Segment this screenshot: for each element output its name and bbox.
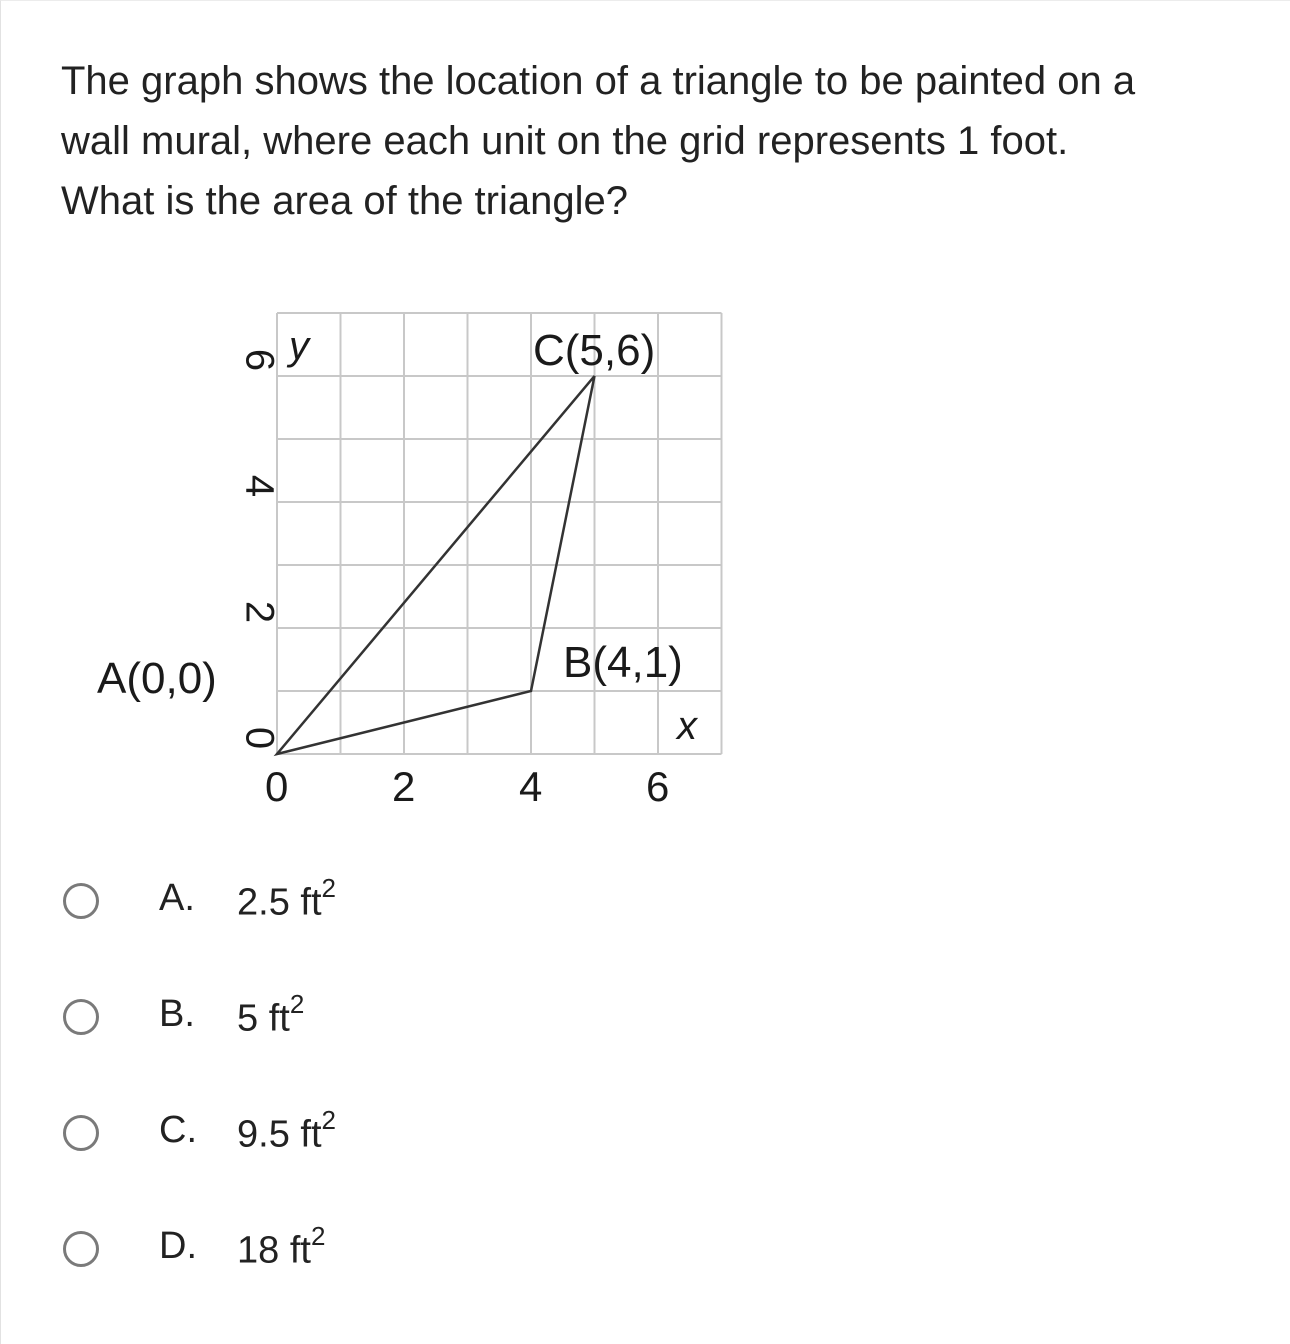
x-tick-label: 6	[646, 763, 670, 810]
option-c[interactable]	[63, 1101, 336, 1217]
y-tick-label: 2	[237, 600, 282, 624]
x-tick-label: 0	[265, 763, 289, 810]
option-letter: D.	[159, 1225, 197, 1267]
y-tick-label: 0	[237, 726, 282, 750]
answer-options	[63, 869, 336, 1333]
option-a[interactable]	[63, 869, 336, 985]
radio-icon[interactable]	[63, 883, 99, 919]
option-d[interactable]	[63, 1217, 326, 1333]
radio-icon[interactable]	[63, 1115, 99, 1151]
option-value: 9.5 $ft^2$	[237, 1105, 336, 1156]
option-value: 5 $ft^2$	[237, 989, 305, 1040]
vertex-label-a: A(0,0)	[97, 654, 217, 703]
tick-labels	[237, 349, 669, 810]
radio-icon[interactable]	[63, 999, 99, 1035]
y-axis-label: y	[289, 324, 309, 368]
x-tick-label: 4	[519, 763, 543, 810]
grid-lines	[277, 313, 722, 754]
y-tick-label: 6	[237, 348, 282, 372]
coordinate-graph	[1, 1, 1290, 861]
question-line-3: What is the area of the triangle?	[61, 179, 628, 223]
option-value: 18 $ft^2$	[237, 1221, 326, 1272]
vertex-label-b: B(4,1)	[563, 638, 683, 687]
question-line-1: The graph shows the location of a triangle to be painted on a	[61, 59, 1136, 103]
option-letter: C.	[159, 1109, 197, 1151]
x-tick-label: 2	[392, 763, 416, 810]
option-letter: A.	[159, 877, 195, 919]
option-b[interactable]	[63, 985, 305, 1101]
x-axis-label: x	[677, 704, 697, 748]
vertex-label-c: C(5,6)	[533, 326, 656, 375]
question-line-2: wall mural, where each unit on the grid represents 1 foot.	[61, 119, 1069, 163]
option-letter: B.	[159, 993, 195, 1035]
y-tick-label: 4	[237, 474, 282, 498]
option-value: 2.5 $ft^2$	[237, 873, 336, 924]
radio-icon[interactable]	[63, 1231, 99, 1267]
